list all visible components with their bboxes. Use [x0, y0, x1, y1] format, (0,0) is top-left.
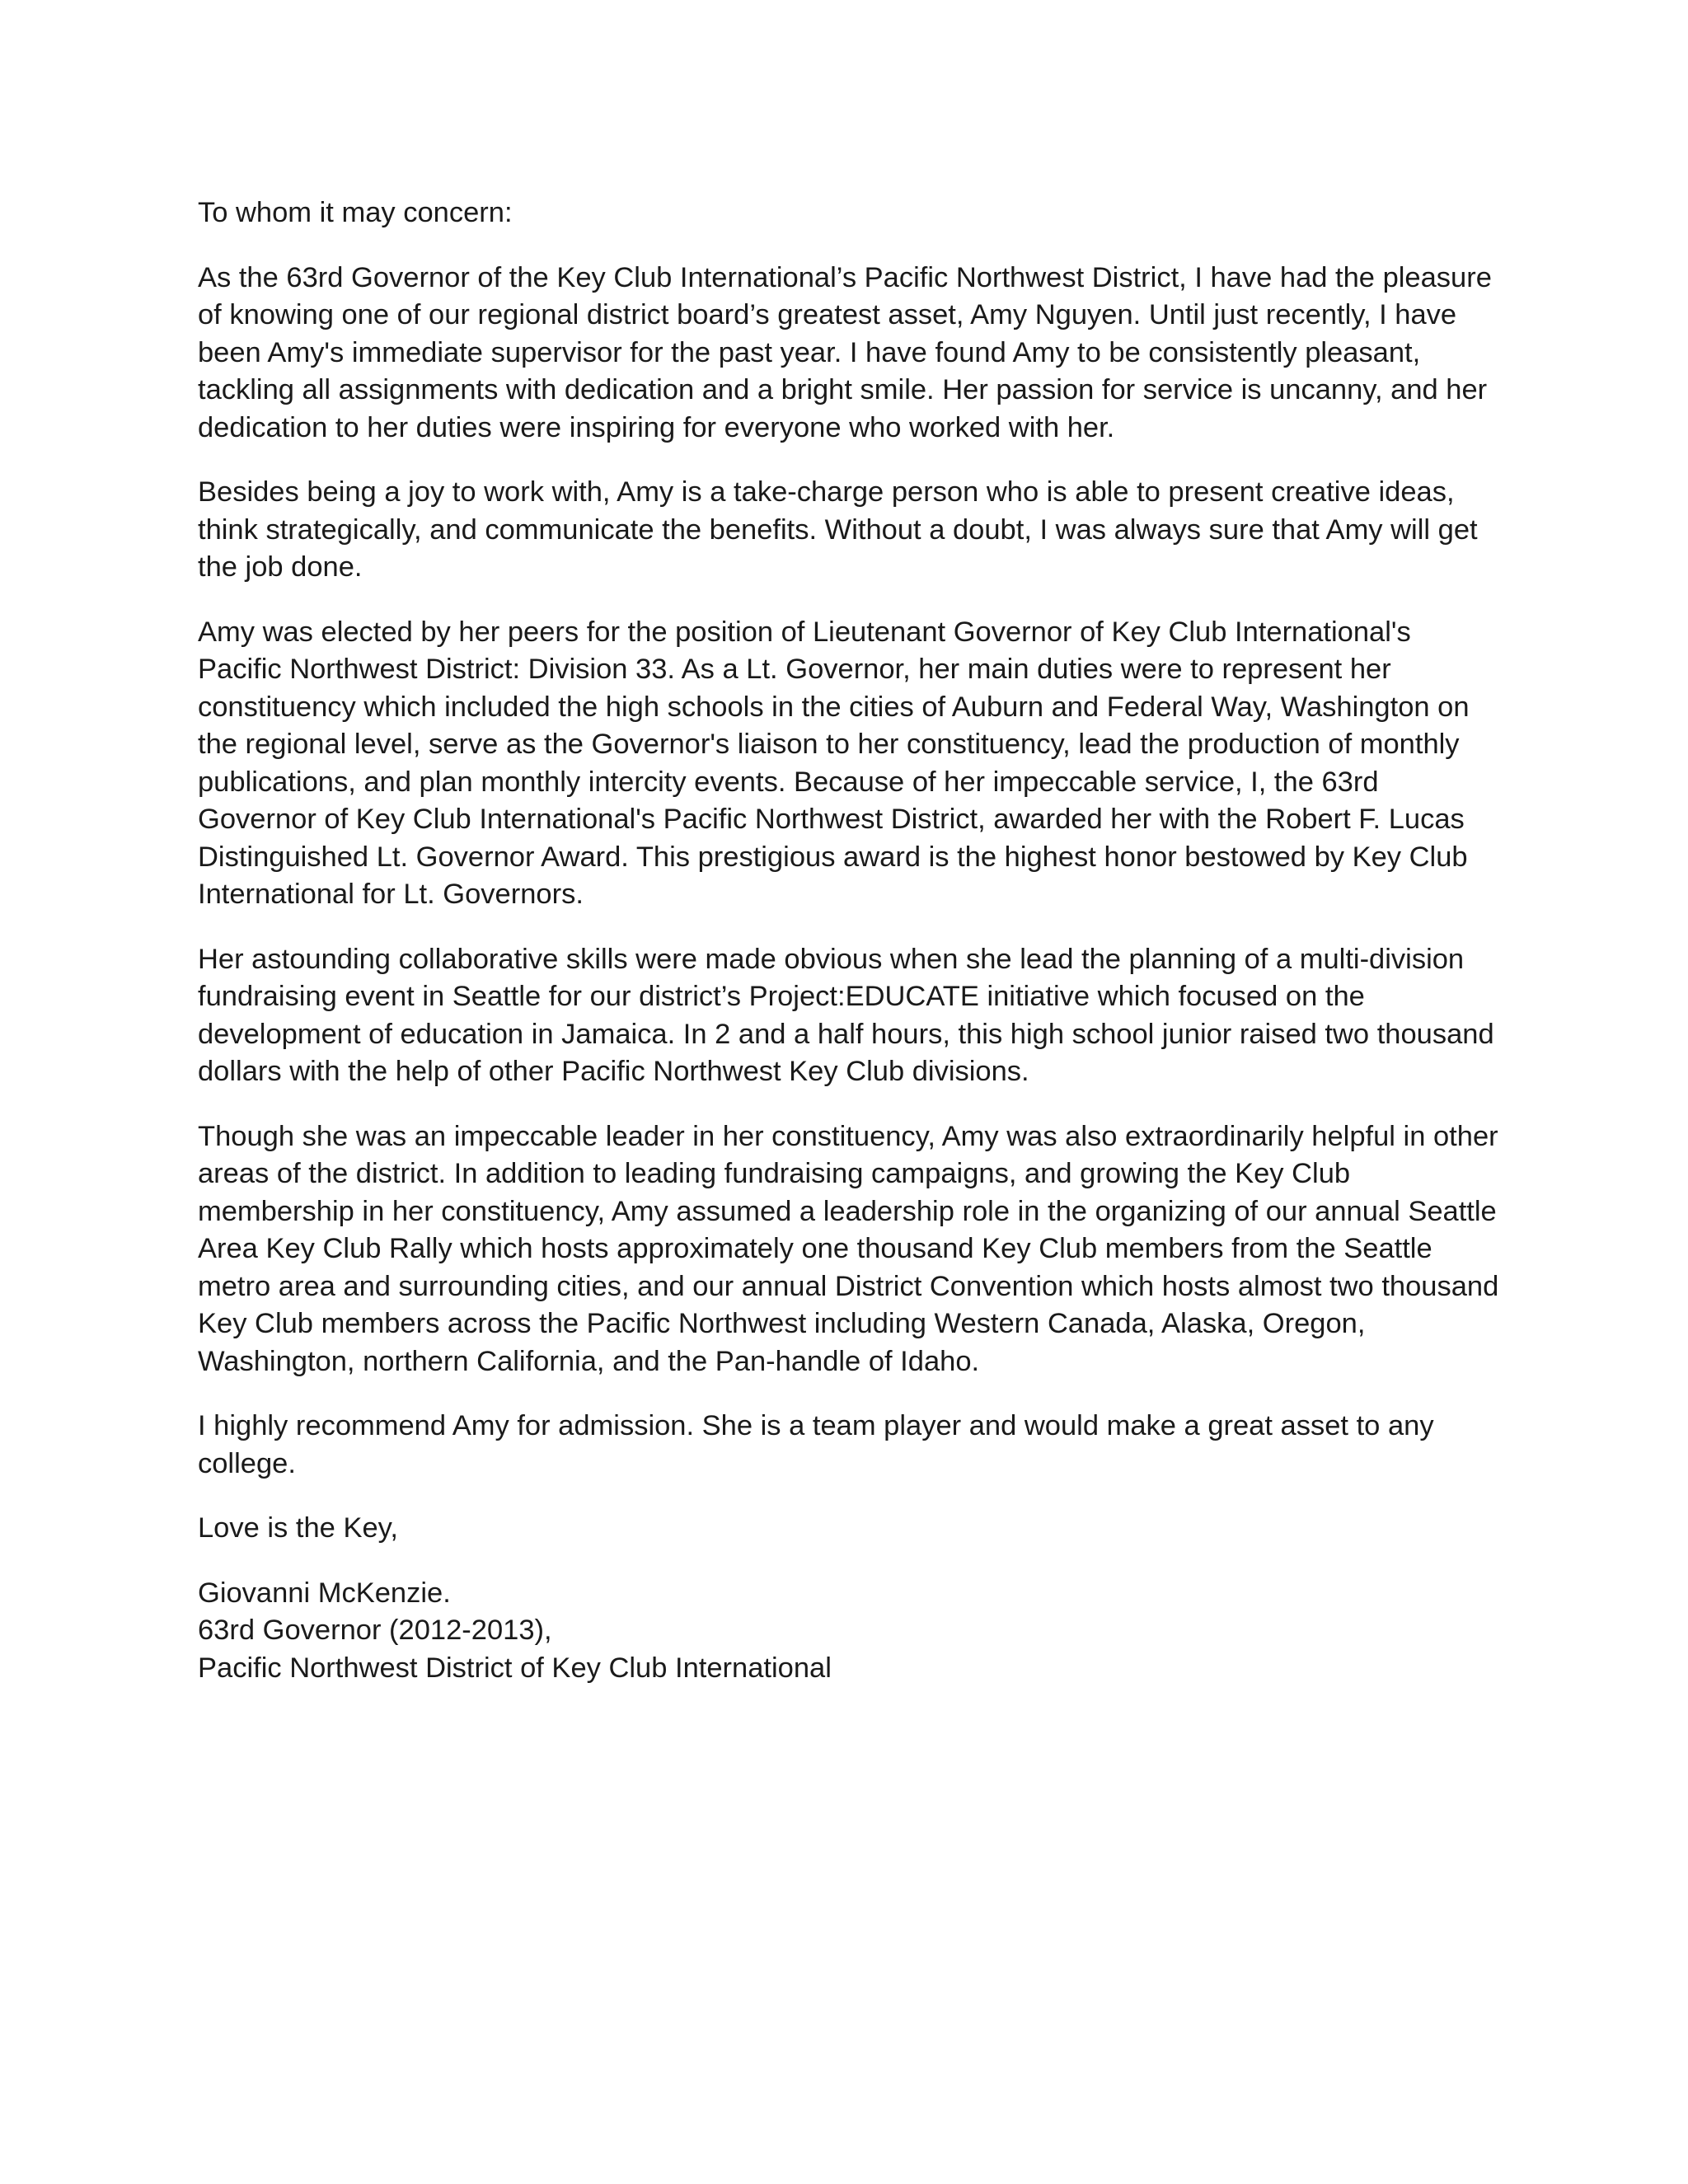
paragraph-fundraising: Her astounding collaborative skills were made obvious when she lead the planning of a multi-division fundraising event in Seattle for our district’s Project:EDUCATE initiative which focused on the development of education in Jamaica. In 2 and a half hours, this high school junior raised two thousand dollars with the help of other Pacific Northwest Key Club divisions. [198, 943, 1494, 1087]
signature-name: Giovanni McKenzie. [198, 1577, 451, 1609]
closing: Love is the Key, [198, 1512, 398, 1544]
salutation: To whom it may concern: [198, 197, 513, 228]
signature-title: 63rd Governor (2012-2013), [198, 1615, 552, 1646]
paragraph-lt-governor: Amy was elected by her peers for the position of Lieutenant Governor of Key Club International's Pacific Northwest District: Division 33. As a Lt. Governor, her main duties were to represent her constituency which included the high schools in the cities of Auburn and Federal Way, Washington on the regional level, serve as the Governor's liaison to her constituency, lead the production of monthly publications, and plan monthly intercity events. Because of her impeccable service, I, the 63rd Governor of Key Club International's Pacific Northwest District, awarded her with the Robert F. Lucas Distinguished Lt. Governor Award. This prestigious award is the highest honor bestowed by Key Club International for Lt. Governors. [198, 616, 1470, 910]
letter-body [198, 194, 1500, 1687]
paragraph-district-leadership: Though she was an impeccable leader in her constituency, Amy was also extraordinarily helpful in other areas of the district. In addition to leading fundraising campaigns, and growing the Key Club membership in her constituency, Amy assumed a leadership role in the organizing of our annual Seattle Area Key Club Rally which hosts approximately one thousand Key Club members from the Seattle metro area and surrounding cities, and our annual District Convention which hosts almost two thousand Key Club members across the Pacific Northwest including Western Canada, Alaska, Oregon, Washington, northern California, and the Pan-handle of Idaho. [198, 1120, 1499, 1377]
paragraph-recommendation: I highly recommend Amy for admission. She is a team player and would make a great asset to any college. [198, 1410, 1434, 1479]
signature-organization: Pacific Northwest District of Key Club International [198, 1652, 832, 1684]
paragraph-qualities: Besides being a joy to work with, Amy is a take-charge person who is able to present creative ideas, think strategically, and communicate the benefits. Without a doubt, I was always sure that Amy will get the job done. [198, 476, 1478, 583]
paragraph-intro: As the 63rd Governor of the Key Club International’s Pacific Northwest District, I have had the pleasure of knowing one of our regional district board’s greatest asset, Amy Nguyen. Until just recently, I have been Amy's immediate supervisor for the past year. I have found Amy to be consistently pleasant, tackling all assignments with dedication and a bright smile. Her passion for service is uncanny, and her dedication to her duties were inspiring for everyone who worked with her. [198, 261, 1492, 443]
signature-block [198, 1575, 1500, 1688]
